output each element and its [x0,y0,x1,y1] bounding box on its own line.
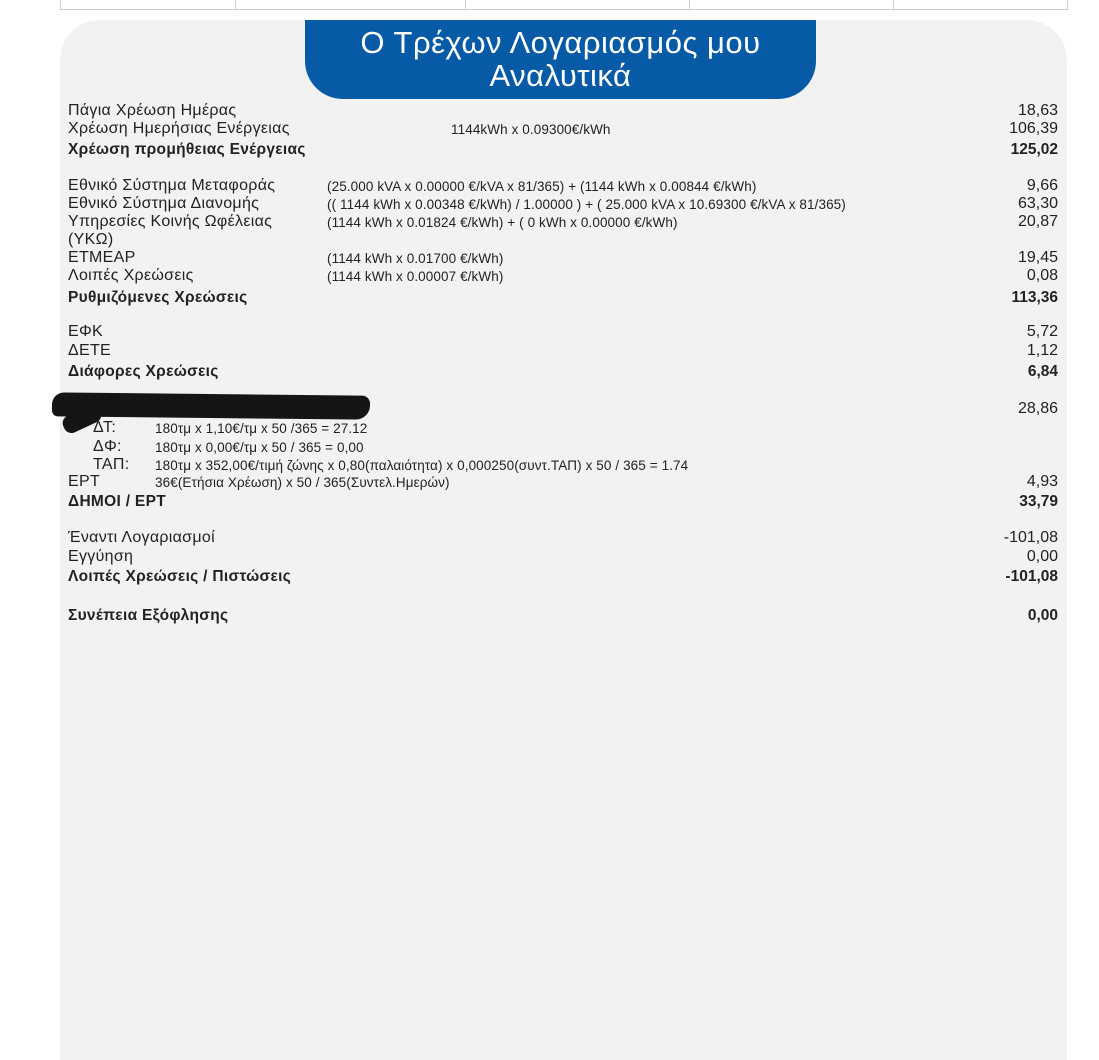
table-divider [235,0,236,9]
charge-row [68,323,1058,341]
charge-amount: 106,39 [1009,120,1058,137]
charge-label: ΕΦΚ [68,323,104,340]
charge-calculation: (25.000 kVA x 0.00000 €/kVA x 81/365) + (1144 kWh x 0.00844 €/kWh) [327,179,757,194]
charge-row-continued [68,231,1058,249]
sub-charge-calculation: 180τμ x 0,00€/τμ x 50 / 365 = 0,00 [155,440,364,455]
charge-amount: 1,12 [1026,342,1058,359]
charge-label: Εγγύηση [68,548,134,565]
charge-row [68,249,1058,267]
charge-row [68,529,1058,547]
sub-charge-row [68,456,1058,474]
charge-amount: 5,72 [1026,323,1058,340]
charge-row [68,195,1058,213]
charge-row [68,473,1058,491]
charge-row [68,213,1058,231]
section-total-row [68,568,1058,586]
charge-row [68,120,1058,138]
section-total-amount: -101,08 [1005,568,1058,585]
section-total-row [68,493,1058,511]
section-total-amount: 6,84 [1027,363,1058,380]
table-divider [465,0,466,9]
section-total-label: Χρέωση προμήθειας Ενέργειας [68,141,306,158]
charge-amount: 18,63 [1017,102,1058,119]
charge-amount: 9,66 [1026,177,1058,194]
charge-amount: 0,08 [1026,267,1058,284]
section-total-label: Ρυθμιζόμενες Χρεώσεις [68,289,248,306]
table-divider [689,0,690,9]
charge-label: ΕΡΤ [68,473,101,490]
charge-amount: 4,93 [1026,473,1058,490]
settlement-label: Συνέπεια Εξόφλησης [68,607,229,624]
charge-label: ΔΕΤΕ [68,342,112,359]
sub-charge-label: ΤΑΠ: [93,456,130,473]
charge-label: Πάγια Χρέωση Ημέρας [68,102,237,119]
charge-calculation: (1144 kWh x 0.01824 €/kWh) + ( 0 kWh x 0.00000 €/kWh) [327,215,678,230]
page-title-line2: Αναλυτικά [489,58,632,93]
charge-amount: 28,86 [1017,400,1058,417]
section-total-row [68,363,1058,381]
charge-amount: 63,30 [1017,195,1058,212]
section-total-row [68,289,1058,307]
charge-calculation: 1144kWh x 0.09300€/kWh [451,122,611,137]
charge-label: Εθνικό Σύστημα Διανομής [68,195,260,212]
charge-label: Λοιπές Χρεώσεις [68,267,194,284]
sub-charge-calculation: 180τμ x 352,00€/τιμή ζώνης x 0,80(παλαιότητα) x 0,000250(συντ.ΤΑΠ) x 50 / 365 = 1.74 [155,458,689,473]
settlement-row [68,607,1058,625]
charge-amount: 20,87 [1017,213,1058,230]
section-total-label: Λοιπές Χρεώσεις / Πιστώσεις [68,568,292,585]
settlement-amount: 0,00 [1027,607,1058,624]
section-total-amount: 33,79 [1019,493,1058,510]
charge-label: Έναντι Λογαριασμοί [68,529,215,546]
charge-label: Χρέωση Ημερήσιας Ενέργειας [68,120,290,137]
charge-amount: -101,08 [1003,529,1058,546]
section-total-label: ΔΗΜΟΙ / ΕΡΤ [68,493,166,510]
section-total-label: Διάφορες Χρεώσεις [68,363,219,380]
sub-charge-label: ΔΦ: [93,438,122,455]
charge-row [68,267,1058,285]
charge-label: Υπηρεσίες Κοινής Ωφέλειας [68,213,273,230]
table-divider [893,0,894,9]
section-total-amount: 113,36 [1011,289,1058,306]
sub-charge-label: ΔΤ: [93,419,117,436]
section-total-row [68,141,1058,159]
sub-charge-row [68,419,1058,437]
charge-calculation: 36€(Ετήσια Χρέωση) x 50 / 365(Συντελ.Ημερών) [155,475,450,490]
charge-amount: 0,00 [1026,548,1058,565]
page-title [305,20,816,99]
charge-row [68,102,1058,120]
charge-calculation: (1144 kWh x 0.01700 €/kWh) [327,251,504,266]
charge-label: Εθνικό Σύστημα Μεταφοράς [68,177,276,194]
page-title-line1: Ο Τρέχων Λογαριασμός μου [360,25,761,60]
charge-label-continued: (ΥΚΩ) [68,231,114,248]
section-total-amount: 125,02 [1010,141,1058,158]
top-table-edge [60,0,1068,10]
charge-amount: 19,45 [1017,249,1058,266]
charge-row [68,342,1058,360]
charge-calculation: (1144 kWh x 0.00007 €/kWh) [327,269,504,284]
charge-calculation: (( 1144 kWh x 0.00348 €/kWh) / 1.00000 ) + ( 25.000 kVA x 10.69300 €/kVA x 81/365) [327,197,846,212]
sub-charge-row [68,438,1058,456]
charge-row [68,548,1058,566]
charge-row [68,177,1058,195]
sub-charge-calculation: 180τμ x 1,10€/τμ x 50 /365 = 27.12 [155,421,368,436]
charge-label: ΕΤΜΕΑΡ [68,249,136,266]
